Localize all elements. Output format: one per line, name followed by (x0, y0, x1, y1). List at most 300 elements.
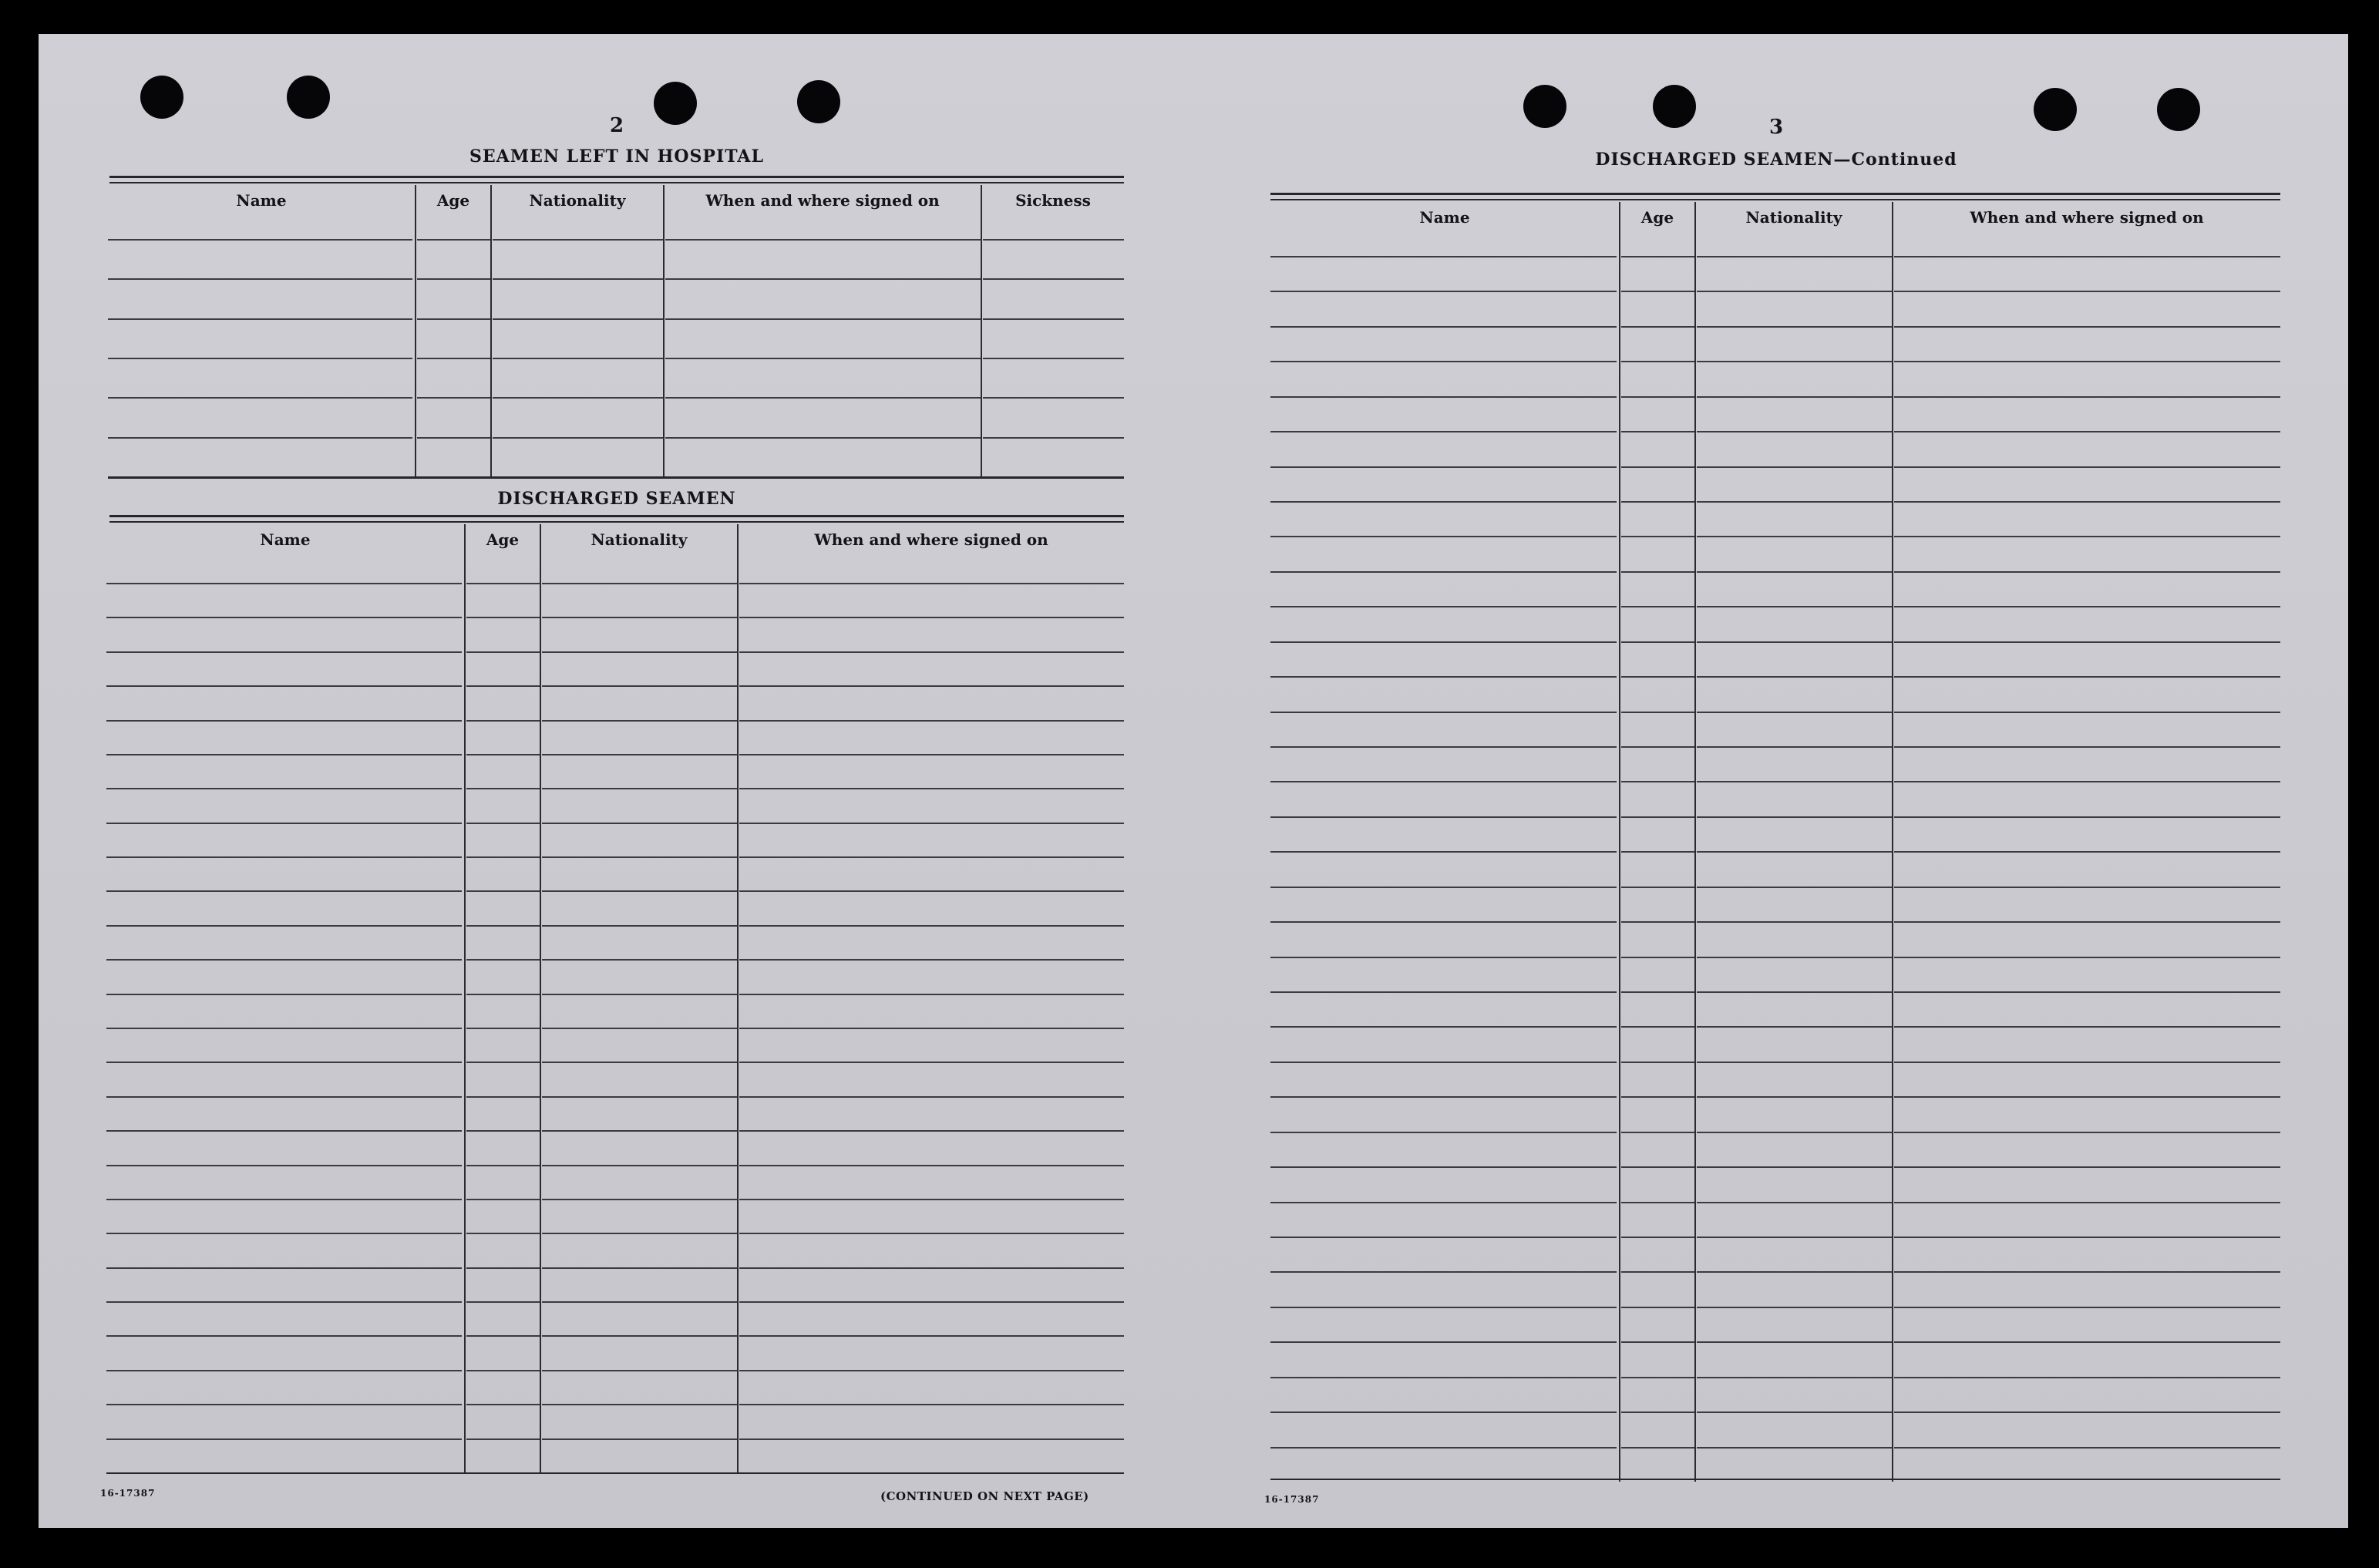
row-rule (466, 994, 540, 995)
row-rule (1270, 431, 1617, 432)
row-rule (1697, 1412, 1892, 1413)
column-divider (1619, 202, 1620, 1482)
row-rule (1270, 1447, 1617, 1449)
row-rule (665, 278, 981, 280)
row-rule (1270, 1377, 1617, 1378)
punch-hole (1653, 85, 1696, 128)
row-rule (1621, 1271, 1694, 1273)
discharged-table (106, 524, 1124, 1472)
row-rule (542, 1438, 737, 1440)
punch-hole (2157, 88, 2200, 131)
row-rule (1894, 326, 2280, 328)
row-rule (1894, 712, 2280, 713)
row-rule (466, 1096, 540, 1098)
row-rule (1270, 991, 1617, 993)
row-rule (542, 994, 737, 995)
column-header-name: Name (1419, 208, 1470, 227)
row-rule (1270, 957, 1617, 958)
row-rule (1894, 1026, 2280, 1028)
form-sheet (39, 34, 2348, 1528)
row-rule (739, 1370, 1124, 1371)
row-rule (542, 1335, 737, 1337)
row-rule (542, 1165, 737, 1166)
row-rule (739, 1165, 1124, 1166)
row-rule (1621, 851, 1694, 853)
row-rule (542, 1028, 737, 1029)
row-rule (1621, 396, 1694, 398)
row-rule (1894, 256, 2280, 257)
row-rule (1697, 1202, 1892, 1203)
row-rule (1270, 536, 1617, 537)
row-rule (417, 278, 490, 280)
row-rule (1270, 571, 1617, 573)
row-rule (739, 1028, 1124, 1029)
row-rule (739, 788, 1124, 789)
row-rule (1270, 1412, 1617, 1413)
row-rule (665, 358, 981, 359)
row-rule (1270, 676, 1617, 678)
row-rule (542, 1267, 737, 1269)
row-rule (1697, 1447, 1892, 1449)
row-rule (1894, 1412, 2280, 1413)
row-rule (739, 856, 1124, 858)
column-divider (464, 524, 466, 1472)
row-rule (1621, 781, 1694, 782)
row-rule (1621, 676, 1694, 678)
row-rule (466, 1267, 540, 1269)
row-rule (466, 1438, 540, 1440)
row-rule (739, 1096, 1124, 1098)
row-rule (106, 1335, 462, 1337)
row-rule (1270, 851, 1617, 853)
row-rule (1894, 1202, 2280, 1203)
column-divider (663, 185, 665, 476)
row-rule (106, 994, 462, 995)
row-rule (1894, 1166, 2280, 1168)
row-rule (542, 685, 737, 687)
row-rule (1697, 712, 1892, 713)
row-rule (1621, 1026, 1694, 1028)
right-page-number: 3 (1768, 116, 1784, 139)
row-rule (1621, 326, 1694, 328)
row-rule (1621, 641, 1694, 643)
continued-note: (CONTINUED ON NEXT PAGE) (880, 1489, 1089, 1503)
row-rule (1894, 1062, 2280, 1063)
row-rule (1621, 1202, 1694, 1203)
punch-hole (797, 80, 840, 123)
row-rule (466, 1199, 540, 1200)
row-rule (106, 1096, 462, 1098)
row-rule (1621, 816, 1694, 818)
row-rule (1894, 991, 2280, 993)
row-rule (466, 856, 540, 858)
row-rule (466, 617, 540, 618)
row-rule (466, 1370, 540, 1371)
row-rule (1894, 641, 2280, 643)
row-rule (665, 397, 981, 399)
row-rule (466, 1233, 540, 1234)
row-rule (1894, 1377, 2280, 1378)
row-rule (106, 617, 462, 618)
row-rule (1894, 1447, 2280, 1449)
row-rule (1894, 1341, 2280, 1343)
row-rule (493, 437, 663, 439)
row-rule (1697, 921, 1892, 923)
punch-hole (1523, 85, 1566, 128)
row-rule (1697, 1026, 1892, 1028)
row-rule (739, 685, 1124, 687)
row-rule (739, 925, 1124, 927)
row-rule (665, 318, 981, 320)
row-rule (1697, 1237, 1892, 1238)
column-header-age: Age (1640, 208, 1674, 227)
row-rule (983, 358, 1124, 359)
row-rule (106, 754, 462, 755)
row-rule (1697, 851, 1892, 853)
row-rule (739, 1199, 1124, 1200)
column-divider (981, 185, 982, 476)
row-rule (1270, 501, 1617, 503)
row-rule (542, 651, 737, 653)
row-rule (542, 925, 737, 927)
row-rule (1621, 1237, 1694, 1238)
row-rule (1621, 746, 1694, 748)
row-rule (493, 358, 663, 359)
row-rule (739, 720, 1124, 722)
row-rule (466, 1404, 540, 1405)
row-rule (1621, 957, 1694, 958)
row-rule (739, 890, 1124, 892)
column-header-when-where: When and where signed on (1970, 208, 2204, 227)
row-rule (1894, 957, 2280, 958)
row-rule (106, 925, 462, 927)
row-rule (466, 1028, 540, 1029)
row-rule (1894, 887, 2280, 888)
row-rule (1697, 887, 1892, 888)
row-rule (1697, 396, 1892, 398)
row-rule (1697, 501, 1892, 503)
row-rule (1697, 571, 1892, 573)
row-rule (106, 1267, 462, 1269)
row-rule (983, 437, 1124, 439)
row-rule (1697, 991, 1892, 993)
row-rule (108, 278, 412, 280)
row-rule (466, 1301, 540, 1303)
row-rule (542, 720, 737, 722)
row-rule (108, 397, 412, 399)
hospital-section-title: SEAMEN LEFT IN HOSPITAL (469, 146, 764, 167)
row-rule (493, 318, 663, 320)
row-rule (106, 1165, 462, 1166)
right-title-rule (1270, 199, 2280, 200)
row-rule (1894, 571, 2280, 573)
row-rule (665, 437, 981, 439)
row-rule (1697, 466, 1892, 468)
punch-hole (2034, 88, 2077, 131)
row-rule (542, 959, 737, 961)
row-rule (417, 239, 490, 241)
row-rule (466, 890, 540, 892)
row-rule (1894, 1307, 2280, 1308)
row-rule (1621, 361, 1694, 362)
row-rule (1621, 256, 1694, 257)
column-header-nationality: Nationality (591, 530, 688, 549)
row-rule (1270, 1307, 1617, 1308)
row-rule (108, 239, 412, 241)
row-rule (665, 239, 981, 241)
row-rule (106, 651, 462, 653)
row-rule (1894, 536, 2280, 537)
row-rule (106, 1062, 462, 1063)
left-form-number: 16-17387 (100, 1488, 156, 1499)
row-rule (1270, 1202, 1617, 1203)
row-rule (542, 1370, 737, 1371)
row-rule (1697, 1341, 1892, 1343)
row-rule (106, 1438, 462, 1440)
row-rule (1697, 1377, 1892, 1378)
row-rule (739, 1062, 1124, 1063)
row-rule (1894, 361, 2280, 362)
row-rule (1894, 291, 2280, 292)
column-header-age: Age (436, 191, 470, 210)
row-rule (417, 318, 490, 320)
row-rule (466, 788, 540, 789)
row-rule (1894, 396, 2280, 398)
row-rule (1697, 957, 1892, 958)
column-header-when-where: When and where signed on (705, 191, 940, 210)
row-rule (493, 278, 663, 280)
row-rule (493, 397, 663, 399)
row-rule (1621, 1341, 1694, 1343)
punch-hole (654, 82, 697, 125)
row-rule (1621, 291, 1694, 292)
punch-hole (140, 76, 183, 119)
row-rule (1697, 1166, 1892, 1168)
column-divider (1892, 202, 1893, 1482)
row-rule (1270, 1062, 1617, 1063)
row-rule (417, 437, 490, 439)
row-rule (1270, 1237, 1617, 1238)
row-rule (739, 1267, 1124, 1269)
row-rule (1697, 256, 1892, 257)
row-rule (542, 617, 737, 618)
row-rule (1894, 851, 2280, 853)
row-rule (106, 1233, 462, 1234)
column-header-nationality: Nationality (1745, 208, 1842, 227)
row-rule (106, 856, 462, 858)
row-rule (1697, 326, 1892, 328)
row-rule (1270, 291, 1617, 292)
row-rule (106, 1028, 462, 1029)
discharged-continued-table (1270, 202, 2280, 1482)
row-rule (542, 1062, 737, 1063)
row-rule (417, 397, 490, 399)
row-rule (1270, 1271, 1617, 1273)
row-rule (1621, 431, 1694, 432)
row-rule (739, 1233, 1124, 1234)
right-title-rule (1270, 193, 2280, 195)
row-rule (1270, 361, 1617, 362)
row-rule (739, 1404, 1124, 1405)
row-rule (1270, 712, 1617, 713)
right-bottom-rule (1270, 1479, 2280, 1480)
column-divider (1694, 202, 1696, 1482)
hospital-bottom-rule (108, 476, 1124, 479)
row-rule (1697, 1132, 1892, 1133)
row-rule (1270, 781, 1617, 782)
row-rule (542, 788, 737, 789)
row-rule (542, 754, 737, 755)
row-rule (1270, 1166, 1617, 1168)
row-rule (542, 1096, 737, 1098)
row-rule (1621, 1132, 1694, 1133)
row-rule (1894, 1271, 2280, 1273)
row-rule (1270, 466, 1617, 468)
row-rule (1697, 361, 1892, 362)
row-rule (106, 788, 462, 789)
row-rule (739, 1438, 1124, 1440)
column-header-name: Name (260, 530, 311, 549)
row-rule (466, 754, 540, 755)
row-rule (983, 397, 1124, 399)
row-rule (1621, 1166, 1694, 1168)
row-rule (1697, 1096, 1892, 1098)
row-rule (466, 1335, 540, 1337)
column-header-when-where: When and where signed on (814, 530, 1048, 549)
row-rule (739, 823, 1124, 824)
row-rule (1697, 641, 1892, 643)
hospital-title-rule (109, 176, 1124, 178)
column-header-nationality: Nationality (529, 191, 626, 210)
row-rule (542, 1130, 737, 1132)
row-rule (1621, 1447, 1694, 1449)
row-rule (739, 651, 1124, 653)
discharged-title-rule (109, 521, 1124, 523)
row-rule (1621, 606, 1694, 607)
row-rule (106, 890, 462, 892)
row-rule (1894, 431, 2280, 432)
row-rule (739, 583, 1124, 584)
row-rule (739, 1301, 1124, 1303)
row-rule (1621, 712, 1694, 713)
row-rule (106, 823, 462, 824)
row-rule (417, 358, 490, 359)
discharged-title-rule (109, 515, 1124, 517)
row-rule (1894, 466, 2280, 468)
column-divider (490, 185, 492, 476)
row-rule (1697, 291, 1892, 292)
row-rule (1697, 1062, 1892, 1063)
row-rule (108, 318, 412, 320)
row-rule (542, 1301, 737, 1303)
row-rule (1697, 431, 1892, 432)
row-rule (466, 1165, 540, 1166)
row-rule (106, 1301, 462, 1303)
row-rule (739, 1335, 1124, 1337)
row-rule (1697, 676, 1892, 678)
row-rule (1270, 1341, 1617, 1343)
row-rule (1621, 1096, 1694, 1098)
row-rule (1621, 1062, 1694, 1063)
row-rule (1270, 746, 1617, 748)
punch-hole (287, 76, 330, 119)
row-rule (108, 437, 412, 439)
row-rule (466, 651, 540, 653)
row-rule (466, 823, 540, 824)
row-rule (106, 1199, 462, 1200)
row-rule (1270, 1096, 1617, 1098)
column-header-sickness: Sickness (1015, 191, 1091, 210)
row-rule (1621, 1307, 1694, 1308)
row-rule (106, 685, 462, 687)
right-form-number: 16-17387 (1264, 1494, 1320, 1505)
column-header-age: Age (486, 530, 520, 549)
row-rule (739, 754, 1124, 755)
row-rule (1697, 1307, 1892, 1308)
row-rule (983, 239, 1124, 241)
row-rule (1894, 746, 2280, 748)
row-rule (1697, 606, 1892, 607)
row-rule (1621, 1412, 1694, 1413)
row-rule (466, 583, 540, 584)
row-rule (542, 1404, 737, 1405)
left-page-number: 2 (609, 114, 624, 137)
row-rule (1270, 1132, 1617, 1133)
row-rule (466, 925, 540, 927)
row-rule (1894, 501, 2280, 503)
right-page-title: DISCHARGED SEAMEN—Continued (1595, 150, 1957, 170)
row-rule (1894, 1132, 2280, 1133)
row-rule (1270, 1026, 1617, 1028)
row-rule (1621, 501, 1694, 503)
row-rule (542, 583, 737, 584)
row-rule (1621, 991, 1694, 993)
row-rule (1894, 606, 2280, 607)
row-rule (106, 1404, 462, 1405)
row-rule (739, 994, 1124, 995)
row-rule (1621, 921, 1694, 923)
row-rule (466, 685, 540, 687)
row-rule (1621, 571, 1694, 573)
row-rule (1894, 1096, 2280, 1098)
row-rule (1270, 396, 1617, 398)
row-rule (108, 358, 412, 359)
row-rule (739, 1130, 1124, 1132)
row-rule (1894, 921, 2280, 923)
row-rule (466, 959, 540, 961)
row-rule (542, 890, 737, 892)
row-rule (1270, 606, 1617, 607)
row-rule (542, 856, 737, 858)
row-rule (1894, 676, 2280, 678)
row-rule (739, 959, 1124, 961)
row-rule (542, 1199, 737, 1200)
row-rule (1697, 746, 1892, 748)
row-rule (1697, 1271, 1892, 1273)
column-divider (737, 524, 739, 1472)
row-rule (1697, 816, 1892, 818)
row-rule (1270, 887, 1617, 888)
row-rule (1894, 1237, 2280, 1238)
row-rule (542, 823, 737, 824)
row-rule (466, 720, 540, 722)
row-rule (983, 318, 1124, 320)
row-rule (493, 239, 663, 241)
row-rule (1697, 781, 1892, 782)
row-rule (739, 617, 1124, 618)
row-rule (1621, 466, 1694, 468)
row-rule (983, 278, 1124, 280)
